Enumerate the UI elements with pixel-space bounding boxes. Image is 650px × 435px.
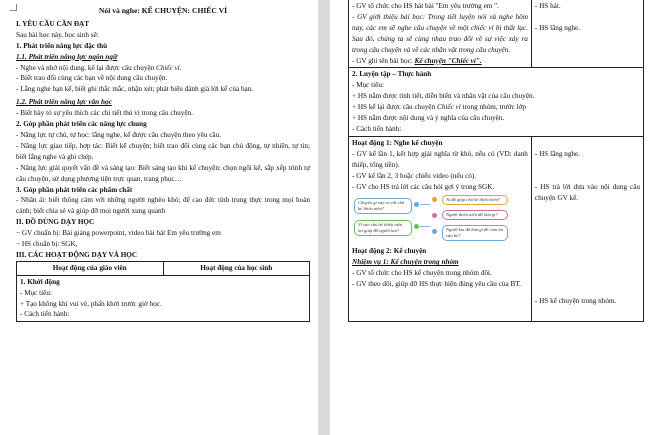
a1-hs-b: - HS trả lời dựa vào nội dung câu chuyện GV kể. bbox=[534, 182, 640, 202]
heading-1-2: 1.2. Phát triển năng lực văn học bbox=[16, 98, 112, 107]
item-2b: - Năng lực giao tiếp, hợp tác: Biết kể chuyện; biết trao đổi cùng các bạn chủ động, tự nhiên, tự tin; biết lắng nghe và ghi chép. bbox=[16, 141, 310, 161]
hs-prep: − HS chuẩn bị: SGK, bbox=[16, 240, 78, 249]
student-cell bbox=[531, 136, 643, 321]
r2-c bbox=[352, 102, 640, 113]
a2-title: Hoạt động 2: Kể chuyện bbox=[352, 247, 427, 256]
item-2c: - Năng lực giải quyết vấn đề và sáng tạo: Biết sáng tạo khi kể chuyện: chọn ngôi kể, sắp xếp trình tự câu chuyện, sử dụng phương tiện trực quan, trang phục… bbox=[16, 163, 310, 183]
table-row bbox=[349, 0, 644, 68]
a1-a: - GV kể lần 1, kết hợp giải nghĩa từ khó, nếu có (VD: danh thiếp, tổng tiền). bbox=[352, 149, 528, 169]
question-bubble: Vì sao chú bé thiếu niên lại giúp đỡ người kia? bbox=[354, 220, 412, 235]
item-1c: - Lắng nghe bạn kể, biết ghi thắc mắc, nhận xét; phát biểu đánh giá lời kể của bạn. bbox=[16, 85, 254, 94]
blank-space bbox=[352, 290, 528, 320]
item-1a-italic: Chiếc ví. bbox=[156, 63, 182, 72]
title-main: KỂ CHUYỆN: CHIẾC VÍ bbox=[141, 6, 228, 15]
item-1a-text: - Nghe và nhớ nội dung, kể lại được câu chuyện bbox=[16, 63, 157, 72]
a1-b: - GV kể lần 2, 3 hoặc chiếu video (nếu có). bbox=[352, 171, 477, 180]
question-bubble: Người thiếu niên đã làm gì? bbox=[442, 210, 508, 220]
connector-line bbox=[420, 226, 430, 227]
a2-hs-a: - HS kể chuyện trong nhóm. bbox=[534, 296, 617, 305]
right-page bbox=[330, 0, 650, 435]
title-prefix: Nói và nghe: bbox=[98, 6, 142, 15]
item-1-2: - Biết bày tỏ sự yêu thích các chi tiết thú vị trong câu chuyện. bbox=[16, 109, 193, 118]
section-2-heading: II. ĐỒ DÙNG DẠY HỌC bbox=[16, 218, 95, 227]
table-cell-startup bbox=[17, 275, 310, 322]
section-3-heading: III. CÁC HOẠT ĐỘNG DẠY VÀ HỌC bbox=[16, 250, 138, 259]
item-1b: - Biết trao đổi cùng các bạn về nội dung câu chuyện. bbox=[16, 74, 168, 83]
gv-prep: − GV chuẩn bị: Bài giảng powerpoint, video bài hát Em yêu trường em bbox=[16, 229, 221, 238]
table-row bbox=[349, 136, 644, 321]
practice-cell bbox=[349, 68, 644, 136]
r2-c-italic: Chiếc ví bbox=[437, 103, 461, 112]
heading-3: 3. Góp phần phát triển các phẩm chất bbox=[16, 185, 133, 194]
after-lesson-text: Sau bài học này, học sinh sẽ: bbox=[16, 30, 99, 39]
bubble-dot bbox=[432, 229, 437, 234]
r1-hs-a: - HS hát. bbox=[534, 2, 561, 10]
r2-title: 2. Luyện tập – Thực hành bbox=[352, 70, 432, 79]
a1-hs-a: - HS lắng nghe. bbox=[534, 149, 581, 158]
left-page bbox=[0, 0, 318, 435]
r1-gv-b: - GV giới thiệu bài học: Trong tiết luyện nói và nghe hôm nay, các em sẽ nghe câu chuyện về một chiếc ví bị thất lạc. Sau đó, chúng ta sẽ cùng nhau trao đổi về sự việc xảy ra trong câu chuyện và về các nhân vật trong câu chuyện. bbox=[352, 12, 528, 54]
header-student: Hoạt động của học sinh bbox=[163, 261, 310, 275]
r1-gv-c-title: Kể chuyện "Chiếc ví". bbox=[414, 56, 482, 65]
a1-c: - GV cho HS trả lời các câu hỏi gợi ý trong SGK. bbox=[352, 182, 495, 191]
row-title: 1. Khởi động bbox=[20, 277, 60, 286]
section-1-heading: I. YÊU CẦU CẦN ĐẠT bbox=[16, 19, 90, 28]
crop-mark bbox=[10, 4, 17, 11]
row-line: - Cách tiến hành: bbox=[20, 310, 70, 319]
heading-1-1: 1.1. Phát triển năng lực ngôn ngữ bbox=[16, 52, 118, 61]
r2-c-post: trong nhóm, trước lớp bbox=[460, 103, 526, 112]
r2-b: + HS nắm được tình tiết, diễn biến và nhân vật của câu chuyện. bbox=[352, 92, 535, 101]
r1-gv-c-pre: - GV ghi tên bài học: bbox=[352, 56, 415, 65]
teacher-cell bbox=[349, 0, 532, 68]
page-title bbox=[16, 6, 310, 17]
a2-a: - GV tổ chức cho HS kể chuyện trong nhóm đôi. bbox=[352, 269, 492, 278]
question-bubble: Chuyện gì xảy ra với chú bé thiếu niên? bbox=[354, 198, 412, 213]
row-line: - Mục tiêu: bbox=[20, 288, 52, 297]
table-row bbox=[349, 68, 644, 136]
heading-2: 2. Góp phần phát triển các năng lực chung bbox=[16, 120, 147, 129]
row-line: + Tạo không khí vui vẻ, phấn khởi trước giờ học. bbox=[20, 299, 162, 308]
header-teacher: Hoạt động của giáo viên bbox=[17, 261, 164, 275]
item-3: - Nhân ái: biết thông cảm với những người nghèo khó; để cao đức tính trung thực trong mọi hoàn cảnh; biết chia sẻ và giúp đỡ mọi người xung quanh bbox=[16, 196, 310, 216]
r2-c-pre: + HS kể lại được câu chuyện bbox=[352, 103, 437, 112]
r2-d: + HS nắm được nội dung và ý nghĩa của câu chuyện. bbox=[352, 114, 505, 123]
bubble-dot bbox=[432, 213, 437, 218]
heading-1: 1. Phát triển năng lực đặc thù bbox=[16, 41, 108, 50]
bubble-dot bbox=[432, 197, 437, 202]
student-cell bbox=[531, 0, 643, 68]
r2-e: - Cách tiến hành: bbox=[352, 124, 402, 133]
a2-b: - GV theo dõi, giúp đỡ HS thực hiện đúng yêu cầu của BT. bbox=[352, 280, 521, 289]
question-bubble: Ai đã giúp chú bé thiếu niên? bbox=[442, 195, 508, 205]
teacher-cell bbox=[349, 136, 532, 321]
connector-line bbox=[420, 204, 430, 205]
question-infographic bbox=[352, 195, 528, 243]
item-2a: - Năng lực tự chủ, tự học: lắng nghe, kể được câu chuyện theo yêu cầu. bbox=[16, 130, 221, 139]
r1-gv-a: - GV tổ chức cho HS hát bài "Em yêu trường em ". bbox=[352, 2, 499, 10]
question-bubble: Người kia đã làm gì để cảm ơn cậu bé? bbox=[442, 225, 508, 240]
bubble-dot bbox=[414, 224, 419, 229]
a2-task: Nhiệm vụ 1: Kể chuyện trong nhóm bbox=[352, 258, 459, 267]
a1-title: Hoạt động 1: Nghe kể chuyện bbox=[352, 138, 443, 147]
r1-hs-b: - HS lắng nghe. bbox=[534, 23, 581, 32]
activity-table bbox=[16, 261, 310, 323]
item-1a bbox=[16, 63, 310, 74]
table-header-row bbox=[17, 261, 310, 275]
r1-gv-c bbox=[352, 56, 528, 67]
activity-table-continued bbox=[348, 0, 644, 322]
bubble-dot bbox=[414, 202, 419, 207]
r2-a: - Mục tiêu: bbox=[352, 81, 384, 90]
table-row bbox=[17, 275, 310, 322]
